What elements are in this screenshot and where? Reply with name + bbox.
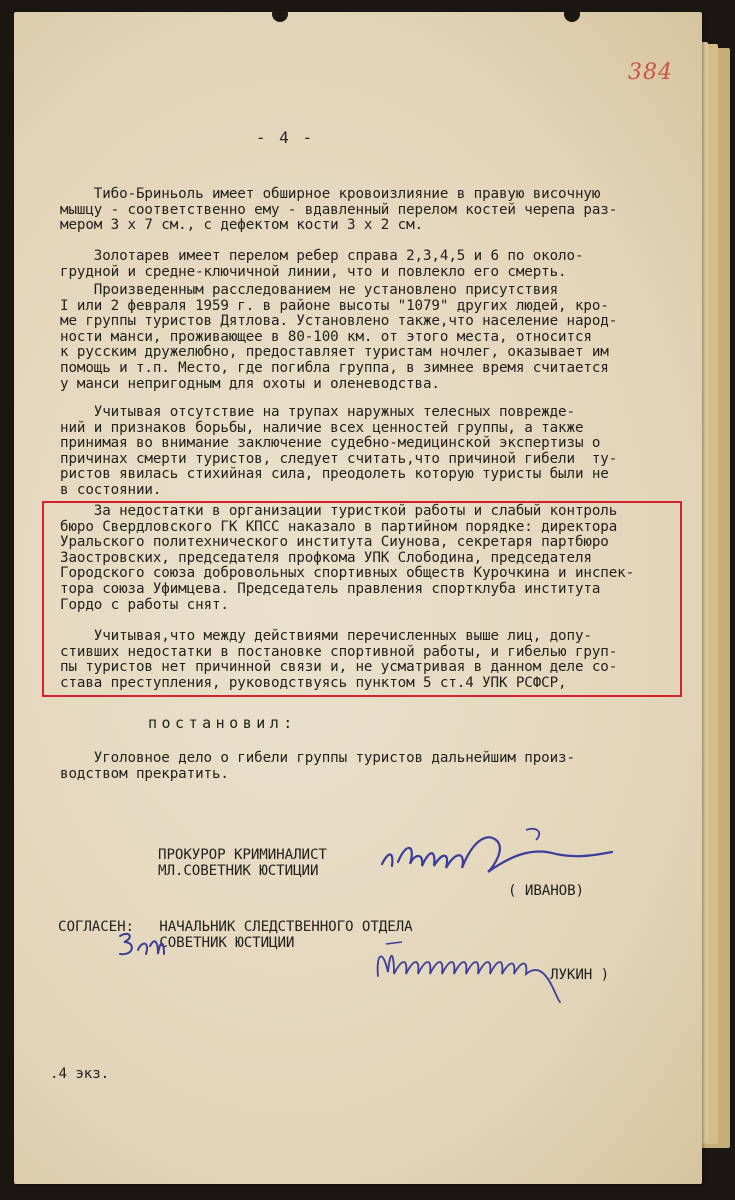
paragraph-punishment: За недостатки в организации туристкой работы и слабый контроль бюро Свердловского ГК КПСС наказало в партийном порядке: директора Уральского политехнического института Сиунова, секретаря партбюро Заостровских, председателя профкома УПК Слободина, председателя Городского союза добровольных спортивных обществ Курочкина и инспек- тора союза Уфимцева. Председатель правления спортклуба института Гордо с работы снят. xyxy=(60,503,635,613)
paragraph-no-causal-link: Учитывая,что между действиями перечисленных выше лиц, допу- стивших недостатки в постановке спортивной работы, и гибелью груп- пы туристов нет причинной связи и, не усматривая в данном деле со- става преступления, руководствуясь пунктом 5 ст.4 УПК РСФСР, xyxy=(60,628,618,691)
signatory-prosecutor-name: ( ИВАНОВ) xyxy=(508,883,584,899)
copies-count: .4 экз. xyxy=(50,1066,110,1082)
resolution-heading: постановил: xyxy=(148,714,297,732)
signature-lukin-icon xyxy=(372,936,572,1006)
binder-hole-right xyxy=(564,6,580,22)
signatory-head-name: ЛУКИН ) xyxy=(550,967,610,983)
signatory-prosecutor: ПРОКУРОР КРИМИНАЛИСТ МЛ.СОВЕТНИК ЮСТИЦИИ xyxy=(158,847,327,879)
archive-page-number: 384 xyxy=(628,60,673,85)
paragraph-zolotarev: Золотарев имеет перелом ребер справа 2,3,4,5 и 6 по около- грудной и средне-ключичной линии, что и повлекло его смерть. xyxy=(60,248,584,280)
signatory-agreement: СОГЛАСЕН: НАЧАЛЬНИК СЛЕДСТВЕННОГО ОТДЕЛА СОВЕТНИК ЮСТИЦИИ xyxy=(58,919,413,951)
binder-hole-left xyxy=(272,6,288,22)
paragraph-conclusion: Учитывая отсутствие на трупах наружных телесных поврежде- ний и признаков борьбы, наличие всех ценностей группы, а также принимая во внимание заключение судебно-медицинской экспертизы о причинах смерти туристов, следует считать,что причиной гибели ту- ристов явилась стихийная сила, преодолеть которую туристы были не в состоянии. xyxy=(60,404,618,498)
highlight-box xyxy=(42,501,682,697)
paragraph-investigation: Произведенным расследованием не установлено присутствия I или 2 февраля 1959 г. в районе высоты "1079" других людей, кро- ме группы туристов Дятлова. Установлено также,что население народ- ности манси, проживающее в 80-100 км. от этого места, относится к русским дружелюбно, предоставляет туристам ночлег, оказывает им помощь и т.п. Место, где погибла группа, в зимнее время считается у манси непригодным для охоты и оленеводства. xyxy=(60,282,618,392)
paragraph-tibo-brignolle: Тибо-Бриньоль имеет обширное кровоизлияние в правую височную мышцу - соответственно ему - вдавленный перелом костей черепа раз- мером 3 х 7 см., с дефектом кости 3 х 2 см. xyxy=(60,186,618,234)
page-number: - 4 - xyxy=(255,128,315,147)
signature-ivanov-icon xyxy=(376,822,616,892)
handwritten-deputy-mark-icon xyxy=(116,928,166,962)
decision-text: Уголовное дело о гибели группы туристов дальнейшим произ- водством прекратить. xyxy=(60,750,575,782)
